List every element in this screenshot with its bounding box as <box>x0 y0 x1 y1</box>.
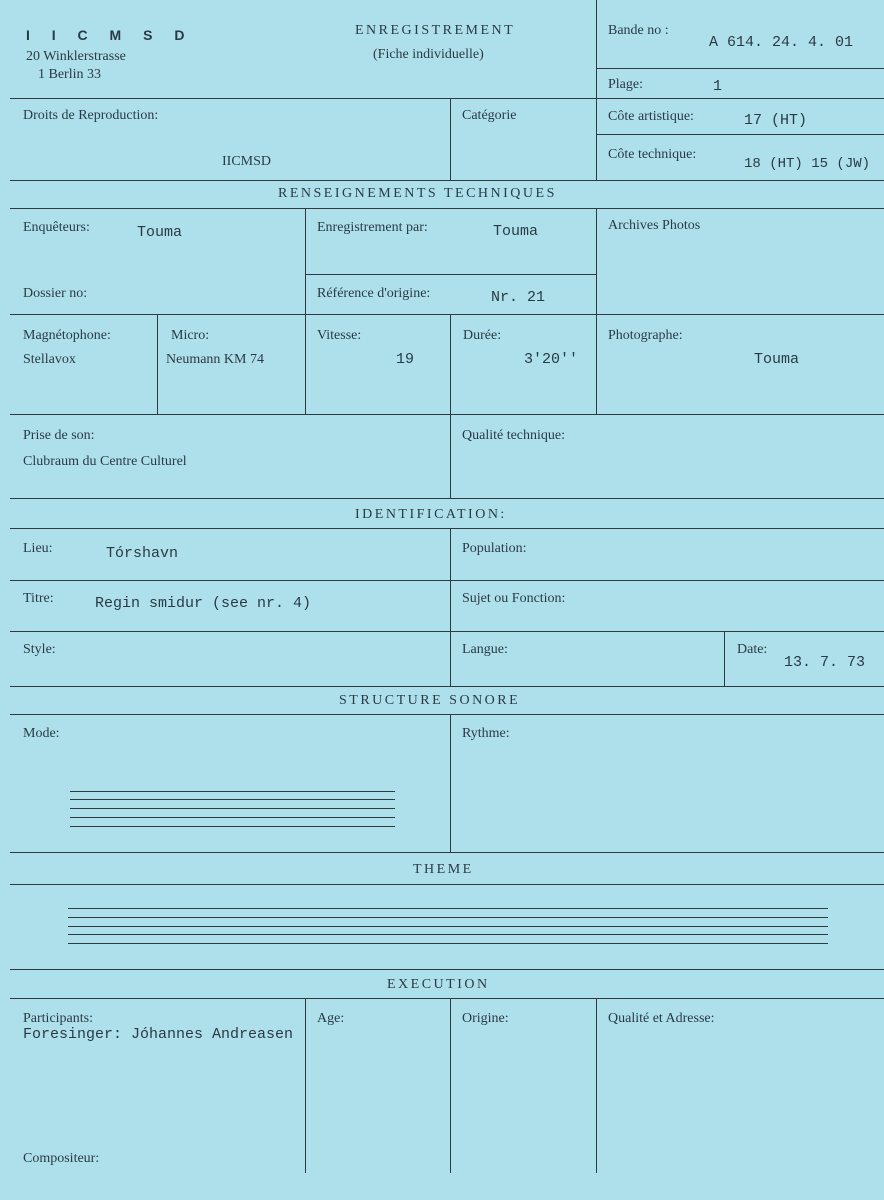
compositeur-label: Compositeur: <box>23 1151 100 1166</box>
rule <box>10 998 884 999</box>
lieu-label: Lieu: <box>23 541 53 556</box>
participants-value: Foresinger: Jóhannes Andreasen <box>23 1026 294 1043</box>
rule <box>10 498 884 499</box>
form-subtitle: (Fiche individuelle) <box>373 47 484 62</box>
origine-label: Origine: <box>462 1011 509 1026</box>
vitesse-value: 19 <box>396 351 415 368</box>
staff-line <box>68 908 828 909</box>
date-label: Date: <box>737 642 768 657</box>
rule <box>10 686 884 687</box>
address-line2: 1 Berlin 33 <box>38 67 101 82</box>
titre-label: Titre: <box>23 591 54 606</box>
magnetophone-label: Magnétophone: <box>23 328 111 343</box>
section-execution: EXECUTION <box>387 977 490 992</box>
section-theme: THEME <box>413 862 474 877</box>
rule <box>450 998 451 1173</box>
reference-label: Référence d'origine: <box>317 286 431 301</box>
prise-de-son-value: Clubraum du Centre Culturel <box>23 454 187 469</box>
rule <box>450 314 451 414</box>
cote-artistique-value: 17 (HT) <box>744 112 808 129</box>
micro-label: Micro: <box>171 328 210 343</box>
micro-value: Neumann KM 74 <box>166 352 264 367</box>
rule <box>596 208 597 414</box>
style-label: Style: <box>23 642 56 657</box>
address-line1: 20 Winklerstrasse <box>26 49 126 64</box>
rule <box>450 98 451 180</box>
section-renseignements-techniques: RENSEIGNEMENTS TECHNIQUES <box>278 186 557 201</box>
enqueteurs-value: Touma <box>137 224 183 241</box>
rule <box>10 528 884 529</box>
rule <box>10 714 884 715</box>
reference-value: Nr. 21 <box>491 289 546 306</box>
cote-artistique-label: Côte artistique: <box>608 109 694 124</box>
droits-label: Droits de Reproduction: <box>23 108 159 123</box>
droits-value: IICMSD <box>222 154 272 169</box>
duree-value: 3'20'' <box>524 351 579 368</box>
rule <box>305 274 596 275</box>
vitesse-label: Vitesse: <box>317 328 362 343</box>
staff-line <box>70 817 395 818</box>
rule <box>596 998 597 1173</box>
participants-label: Participants: <box>23 1011 93 1026</box>
mode-label: Mode: <box>23 726 60 741</box>
rule <box>10 580 884 581</box>
staff-line <box>70 799 395 800</box>
photographe-label: Photographe: <box>608 328 683 343</box>
age-label: Age: <box>317 1011 345 1026</box>
langue-label: Langue: <box>462 642 508 657</box>
staff-line <box>70 791 395 792</box>
rule <box>10 98 884 99</box>
rule <box>596 0 597 98</box>
titre-value: Regin smidur (see nr. 4) <box>95 595 312 612</box>
enregistrement-par-label: Enregistrement par: <box>317 220 428 235</box>
qualite-adresse-label: Qualité et Adresse: <box>608 1011 715 1026</box>
enregistrement-par-value: Touma <box>493 223 539 240</box>
rule <box>724 631 725 686</box>
rule <box>10 208 884 209</box>
rule <box>10 414 884 415</box>
rule <box>10 314 884 315</box>
rule <box>450 714 451 852</box>
rule <box>450 528 451 686</box>
categorie-label: Catégorie <box>462 108 517 123</box>
photographe-value: Touma <box>754 351 800 368</box>
rule <box>450 414 451 498</box>
section-structure-sonore: STRUCTURE SONORE <box>339 693 521 708</box>
duree-label: Durée: <box>463 328 502 343</box>
staff-line <box>68 934 828 935</box>
qualite-technique-label: Qualité technique: <box>462 428 566 443</box>
org-name: I I C M S D <box>26 27 194 43</box>
magnetophone-value: Stellavox <box>23 352 76 367</box>
prise-de-son-label: Prise de son: <box>23 428 95 443</box>
sujet-label: Sujet ou Fonction: <box>462 591 566 606</box>
bande-label: Bande no : <box>608 23 669 38</box>
enqueteurs-label: Enquêteurs: <box>23 220 90 235</box>
bande-value: A 614. 24. 4. 01 <box>709 34 854 51</box>
rule <box>596 98 597 180</box>
staff-line <box>70 826 395 827</box>
population-label: Population: <box>462 541 527 556</box>
form-title: ENREGISTREMENT <box>355 23 516 38</box>
rule <box>157 314 158 414</box>
rule <box>10 180 884 181</box>
plage-value: 1 <box>713 78 723 95</box>
dossier-label: Dossier no: <box>23 286 88 301</box>
staff-line <box>70 808 395 809</box>
section-identification: IDENTIFICATION: <box>355 507 507 522</box>
rule <box>10 884 884 885</box>
rythme-label: Rythme: <box>462 726 510 741</box>
rule <box>10 969 884 970</box>
rule <box>596 134 884 135</box>
cote-technique-value: 18 (HT) 15 (JW) <box>744 156 871 172</box>
cote-technique-label: Côte technique: <box>608 147 697 162</box>
staff-line <box>68 926 828 927</box>
archives-photos-label: Archives Photos <box>608 218 701 233</box>
plage-label: Plage: <box>608 77 643 92</box>
date-value: 13. 7. 73 <box>784 654 866 671</box>
staff-line <box>68 917 828 918</box>
rule <box>305 998 306 1173</box>
rule <box>305 208 306 414</box>
rule <box>596 68 884 69</box>
staff-line <box>68 943 828 944</box>
rule <box>10 631 884 632</box>
rule <box>10 852 884 853</box>
lieu-value: Tórshavn <box>106 545 179 562</box>
